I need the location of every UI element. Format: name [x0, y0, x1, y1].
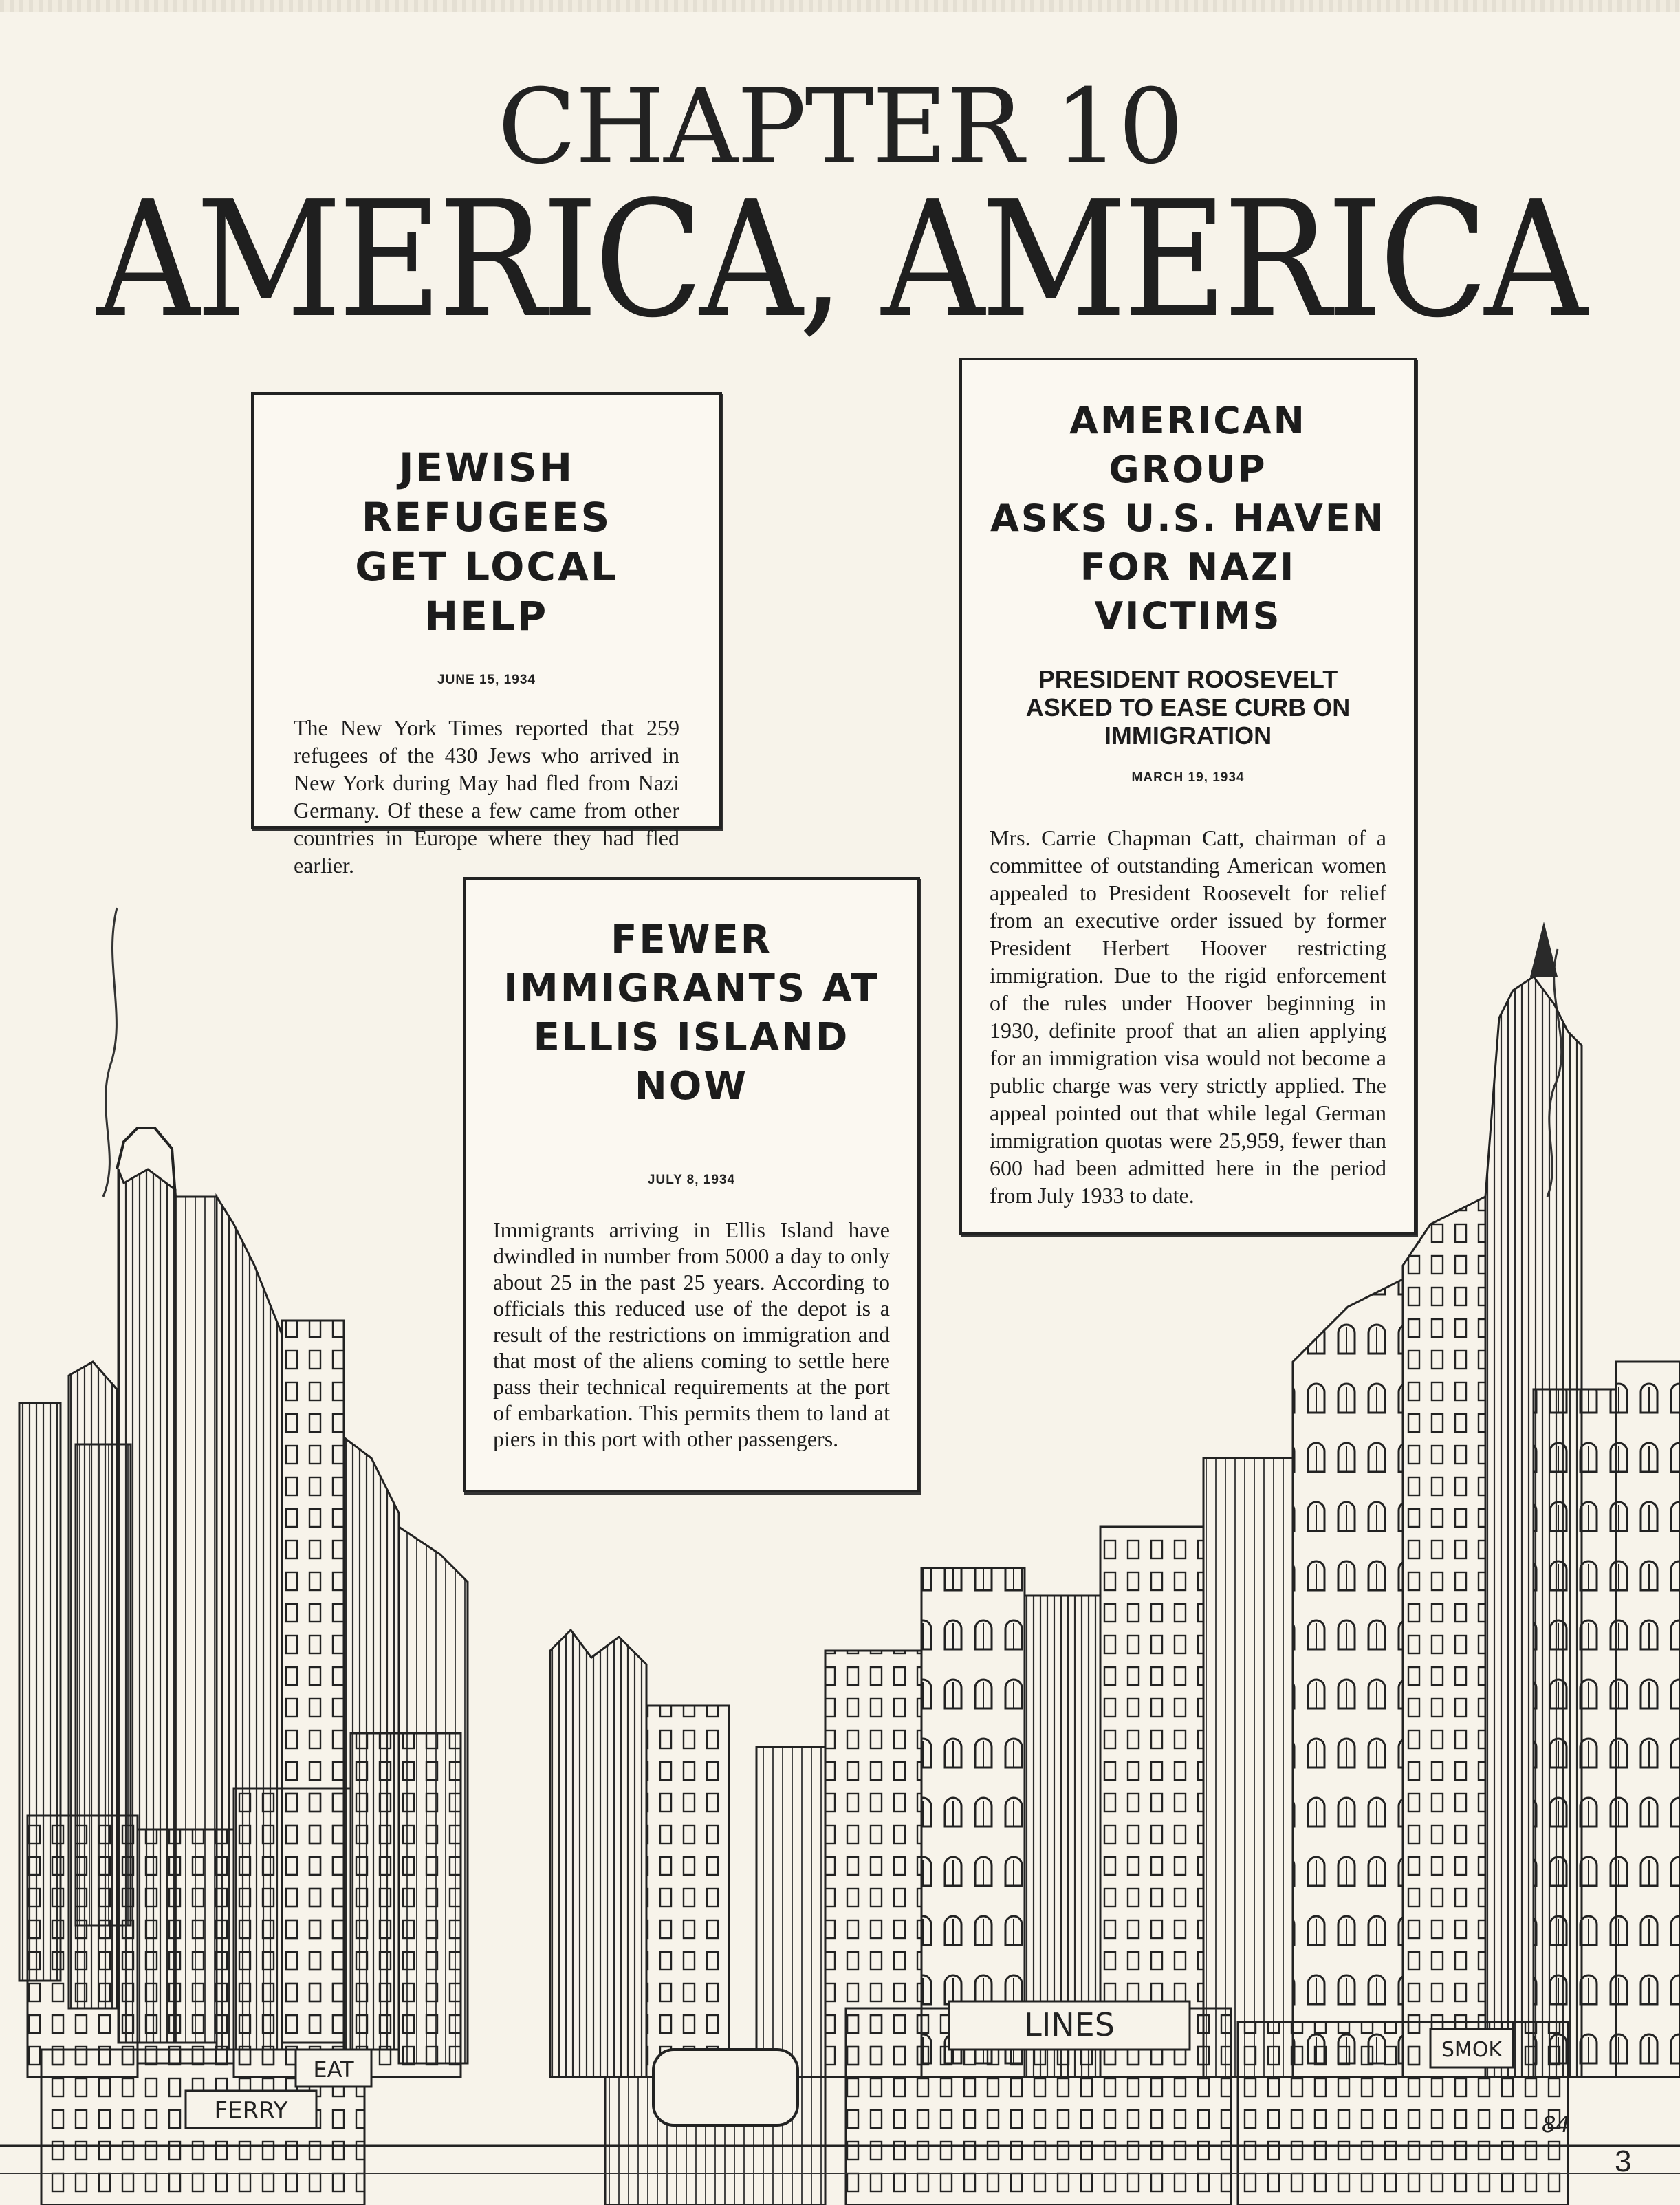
- clipping-headline: JEWISH REFUGEES GET LOCAL HELP: [355, 444, 618, 640]
- clipping-headline: AMERICAN GROUP ASKS U.S. HAVEN FOR NAZI VICTIMS: [990, 399, 1386, 638]
- sign-ferry: FERRY: [214, 2097, 288, 2125]
- chapter-label: CHAPTER 10: [497, 67, 1183, 187]
- sign-lines: LINES: [1024, 2006, 1115, 2043]
- sign-eat: EAT: [313, 2056, 354, 2083]
- clipping-fewer-immigrants: [463, 877, 920, 1492]
- clipping-jewish-refugees: [251, 392, 722, 878]
- page-number: 3: [1615, 2144, 1632, 2178]
- chapter-title: AMERICA, AMERICA: [96, 166, 1584, 354]
- clipping-date: MARCH 19, 1934: [1131, 770, 1245, 785]
- artist-signature: 84: [1542, 2111, 1570, 2138]
- sign-smok: SMOK: [1441, 2038, 1503, 2062]
- clipping-body: Mrs. Carrie Chapman Catt, chairman of a committee of outstanding American women appealed to President Roosevelt for relief from an executive order issued by former President Herbert Hoover restricting immigration. Due to the rigid enforcement of the rules under Hoover beginning in 1930, definite proof that an alien applying for an immigration visa would not become a public charge was very strictly applied. The appeal pointed out that while legal German immigration quotas were 25,959, fewer than 600 had been admitted here in the period from July 1933 to date.: [990, 825, 1386, 1208]
- clipping-body: Immigrants arriving in Ellis Island have dwindled in number from 5000 a day to only about 25 in the past 25 years. According to officials this reduced use of the depot is a result of the restrictions on immigration and that most of the aliens coming to settle here pass their technical requirements at the port of embarkation. This permits them to land at piers in this port with other passengers.: [493, 1217, 890, 1451]
- clipping-date: JUNE 15, 1934: [437, 673, 536, 687]
- clipping-body: The New York Times reported that 259 refugees of the 430 Jews who arrived in New York during May had fled from Nazi Germany. Of these a few came from other countries in Europe where they had fled earlier.: [294, 715, 679, 878]
- page-edge: [0, 0, 1680, 12]
- clipping-american-group: [959, 358, 1417, 1235]
- clipping-headline: FEWER IMMIGRANTS AT ELLIS ISLAND NOW: [503, 917, 880, 1109]
- clipping-subhead: PRESIDENT ROOSEVELT ASKED TO EASE CURB ON IMMIGRATION: [1025, 665, 1351, 750]
- clipping-date: JULY 8, 1934: [647, 1173, 736, 1187]
